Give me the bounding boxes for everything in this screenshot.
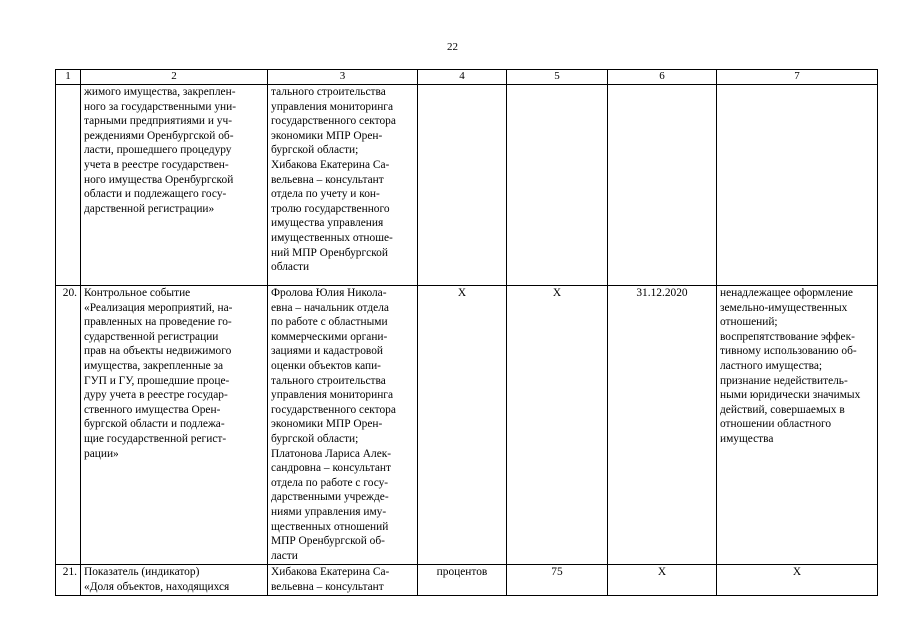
cell-text-line: оценки объектов капи- — [271, 359, 381, 372]
cell-text-line: «Доля объектов, находящихся — [84, 580, 230, 593]
deadline-cell — [608, 85, 717, 286]
table-row — [56, 565, 878, 596]
cell-text-line: ного имущества Оренбургской — [84, 173, 234, 186]
table-row — [56, 85, 878, 286]
cell-text-line: тарными предприятиями и уч- — [84, 115, 233, 128]
cell-text-line: сударственной регистрации — [84, 330, 219, 343]
cell-text-line: управления мониторинга — [271, 389, 394, 402]
plan-table — [55, 69, 878, 596]
row-number-cell: 21. — [56, 565, 81, 596]
cell-text-line: ного за государственными уни- — [84, 100, 236, 113]
cell-text-line: имущества, закрепленные за — [84, 359, 224, 372]
cell-text-line: бургской области; — [271, 144, 359, 157]
cell-text-line: экономики МПР Орен- — [271, 129, 383, 142]
cell-text-line: рации» — [84, 447, 119, 460]
header-cell: 5 — [507, 70, 608, 85]
cell-text-line: ластного имущества; — [720, 359, 823, 372]
header-cell: 7 — [717, 70, 878, 85]
unit-cell — [418, 85, 507, 286]
header-cell: 6 — [608, 70, 717, 85]
cell-text-line: бургской области; — [271, 432, 359, 445]
cell-text-line: признание недействитель- — [720, 374, 848, 387]
cell-text-line: Платонова Лариса Алек- — [271, 447, 392, 460]
header-cell: 1 — [56, 70, 81, 85]
value-cell — [507, 85, 608, 286]
risk-cell — [717, 85, 878, 286]
cell-text-line: Хибакова Екатерина Са- — [271, 158, 390, 171]
row-number-cell — [56, 85, 81, 286]
cell-text-line: ниями управления иму- — [271, 505, 387, 518]
cell-text-line: коммерческими органи- — [271, 330, 388, 343]
risk-cell: Х — [717, 565, 878, 596]
cell-text-line: тролю государственного — [271, 202, 390, 215]
header-row — [56, 70, 878, 85]
cell-text-line: государственного сектора — [271, 115, 396, 128]
cell-text-line: реждениями Оренбургской об- — [84, 129, 234, 142]
description-cell — [81, 565, 268, 596]
cell-text-line: ний МПР Оренбургской — [271, 246, 388, 259]
cell-text-line: Хибакова Екатерина Са- — [271, 566, 390, 578]
cell-text-line: воспрепятствование эффек- — [720, 330, 855, 343]
cell-text-line: жимого имущества, закреплен- — [84, 86, 236, 98]
cell-text-line: щие государственной регист- — [84, 432, 227, 445]
header-cell: 2 — [81, 70, 268, 85]
cell-text-line: правленных на проведение го- — [84, 316, 232, 329]
page-number: 22 — [447, 41, 458, 53]
cell-text-line: государственного сектора — [271, 403, 396, 416]
cell-text-line: тального строительства — [271, 86, 386, 98]
cell-text-line: Фролова Юлия Никола- — [271, 287, 387, 299]
cell-text-line: ласти — [271, 549, 298, 562]
cell-text-line: дарственными учрежде- — [271, 491, 389, 504]
cell-text-line: «Реализация мероприятий, на- — [84, 301, 233, 314]
cell-text-line: экономики МПР Орен- — [271, 418, 383, 431]
cell-text-line: вельевна – консультант — [271, 173, 384, 186]
cell-text-line: по работе с областными — [271, 316, 388, 329]
cell-text-line: земельно-имущественных — [720, 301, 848, 314]
table-row — [56, 286, 878, 565]
cell-text-line: ГУП и ГУ, прошедшие проце- — [84, 374, 230, 387]
cell-text-line: имущества управления — [271, 217, 384, 230]
row-number-cell: 20. — [56, 286, 81, 565]
cell-text-line: отношении областного — [720, 418, 832, 431]
cell-text-line: области и подлежащего госу- — [84, 188, 227, 201]
cell-text-line: ственного имущества Орен- — [84, 403, 221, 416]
description-cell — [81, 286, 268, 565]
risk-cell — [717, 286, 878, 565]
unit-cell: процентов — [418, 565, 507, 596]
cell-text-line: Показатель (индикатор) — [84, 566, 200, 578]
cell-text-line: тального строительства — [271, 374, 386, 387]
cell-text-line: щественных отношений — [271, 520, 389, 533]
header-cell: 4 — [418, 70, 507, 85]
header-cell: 3 — [268, 70, 418, 85]
cell-text-line: прав на объекты недвижимого — [84, 345, 232, 358]
cell-text-line: отдела по работе с госу- — [271, 476, 389, 489]
description-cell — [81, 85, 268, 286]
cell-text-line: ными юридически значимых — [720, 389, 861, 402]
responsible-cell — [268, 565, 418, 596]
cell-text-line: МПР Оренбургской об- — [271, 535, 385, 548]
cell-text-line: зациями и кадастровой — [271, 345, 384, 358]
cell-text-line: учета в реестре государствен- — [84, 158, 229, 171]
cell-text-line: области — [271, 261, 310, 274]
cell-text-line: ласти, прошедшего процедуру — [84, 144, 232, 157]
cell-text-line: дуру учета в реестре государ- — [84, 389, 228, 402]
cell-text-line: имущественных отноше- — [271, 231, 393, 244]
deadline-cell: Х — [608, 565, 717, 596]
unit-cell: Х — [418, 286, 507, 565]
cell-text-line: сандровна – консультант — [271, 462, 391, 475]
cell-text-line: действий, совершаемых в — [720, 403, 845, 416]
cell-text-line: имущества — [720, 432, 774, 445]
cell-text-line: управления мониторинга — [271, 100, 394, 113]
cell-text-line: бургской области и подлежа- — [84, 418, 225, 431]
cell-text-line: евна – начальник отдела — [271, 301, 389, 314]
cell-text-line: отдела по учету и кон- — [271, 188, 380, 201]
value-cell: Х — [507, 286, 608, 565]
deadline-cell: 31.12.2020 — [608, 286, 717, 565]
cell-text-line: отношений; — [720, 316, 778, 329]
responsible-cell — [268, 286, 418, 565]
cell-text-line: Контрольное событие — [84, 287, 191, 299]
cell-text-line: вельевна – консультант — [271, 580, 384, 593]
responsible-cell — [268, 85, 418, 286]
value-cell: 75 — [507, 565, 608, 596]
cell-text-line: тивному использованию об- — [720, 345, 857, 358]
cell-text-line: ненадлежащее оформление — [720, 287, 853, 299]
cell-text-line: дарственной регистрации» — [84, 202, 215, 215]
